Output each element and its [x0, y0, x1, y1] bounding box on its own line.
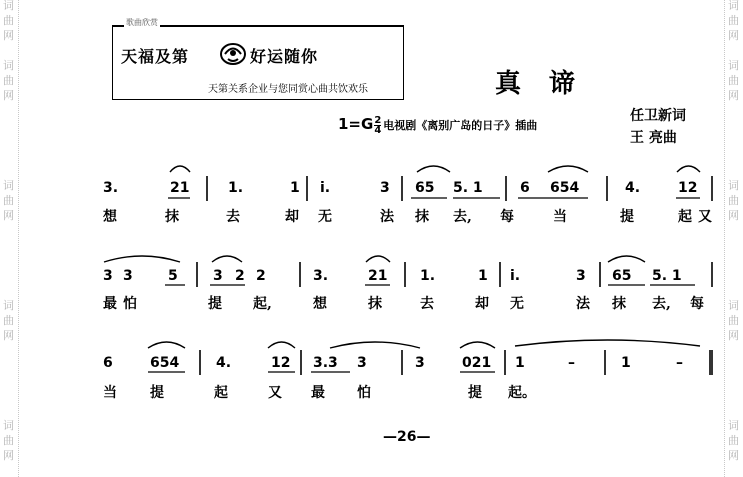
- slur-mark: [548, 166, 588, 172]
- lyricist-credit: 任卫新词: [630, 108, 686, 124]
- score-note: 5. 1: [453, 180, 483, 196]
- watermark-char: 曲: [728, 14, 739, 27]
- lyric-syllable: 抹: [612, 296, 626, 312]
- watermark-char: 曲: [728, 314, 739, 327]
- watermark-char: 词: [3, 59, 14, 72]
- lyric-syllable: 每: [690, 296, 704, 312]
- lyric-syllable: 提: [150, 385, 164, 401]
- watermark-char: 曲: [3, 74, 14, 87]
- slur-mark: [460, 342, 495, 348]
- watermark-char: 曲: [3, 14, 14, 27]
- score-note: 2: [256, 268, 266, 284]
- score-note: 3: [103, 268, 113, 284]
- ad-subtitle: 天第关系企业与您同赏心曲共饮欢乐: [208, 84, 368, 95]
- slur-mark: [212, 256, 242, 262]
- watermark-char: 词: [728, 419, 739, 432]
- score-note: 3: [213, 268, 223, 284]
- composer-credit: 王 亮曲: [630, 130, 677, 146]
- lyric-syllable: 起: [678, 209, 692, 225]
- watermark-char: 曲: [728, 74, 739, 87]
- lyric-syllable: 怕: [123, 296, 137, 312]
- lyric-syllable: 又: [698, 209, 712, 225]
- ad-tab: 歌曲欣赏: [126, 18, 158, 27]
- watermark-char: 词: [728, 59, 739, 72]
- watermark-char: 网: [3, 329, 14, 342]
- lyric-syllable: 去,: [652, 296, 671, 312]
- lyric-syllable: 起,: [253, 296, 272, 312]
- lyric-syllable: 法: [576, 296, 590, 312]
- score-note: 3.3: [313, 355, 338, 371]
- score-note: 65: [415, 180, 435, 196]
- watermark-char: 曲: [3, 314, 14, 327]
- ad-slogan-right: 好运随你: [250, 47, 319, 66]
- ad-slogan-left: 天福及第: [121, 47, 190, 66]
- lyric-syllable: 去: [226, 209, 240, 225]
- key-signature: 1=G: [338, 115, 374, 133]
- score-note: 4.: [625, 180, 641, 196]
- lyric-syllable: 起。: [508, 385, 536, 401]
- lyric-syllable: 又: [268, 385, 282, 401]
- lyric-syllable: 最: [311, 385, 325, 401]
- score-note: 4.: [216, 355, 232, 371]
- watermark-char: 曲: [728, 194, 739, 207]
- slur-mark: [677, 166, 700, 172]
- score-note: 3: [576, 268, 586, 284]
- score-note: 3.: [313, 268, 329, 284]
- score-note: 3: [357, 355, 367, 371]
- watermark-char: 词: [3, 0, 14, 12]
- lyric-syllable: 法: [380, 209, 394, 225]
- score-note: 6: [103, 355, 113, 371]
- lyric-syllable: 每: [500, 209, 514, 225]
- lyric-syllable: 怕: [357, 385, 371, 401]
- slur-mark: [148, 342, 185, 348]
- lyric-syllable: 提: [620, 209, 634, 225]
- score-note: –: [568, 355, 575, 371]
- score-note: 1: [290, 180, 300, 196]
- slur-mark: [170, 166, 190, 172]
- watermark-char: 曲: [728, 434, 739, 447]
- slur-mark: [417, 166, 450, 172]
- watermark-char: 网: [3, 29, 14, 42]
- score-note: 1: [478, 268, 488, 284]
- slur-mark: [104, 256, 180, 262]
- watermark-char: 词: [3, 419, 14, 432]
- score-note: 3: [380, 180, 390, 196]
- lyric-syllable: 抹: [368, 296, 382, 312]
- score-note: 021: [462, 355, 492, 371]
- watermark-char: 网: [728, 449, 739, 462]
- score-note: 1.: [228, 180, 244, 196]
- lyric-syllable: 却: [285, 209, 299, 225]
- watermark-char: 词: [728, 179, 739, 192]
- slur-mark: [515, 340, 700, 346]
- watermark-char: 网: [728, 329, 739, 342]
- watermark-char: 词: [3, 299, 14, 312]
- song-source: 电视剧《离别广岛的日子》插曲: [383, 119, 538, 132]
- watermark-char: 曲: [3, 434, 14, 447]
- lyric-syllable: 无: [510, 296, 524, 312]
- score-note: 6: [520, 180, 530, 196]
- lyric-syllable: 却: [475, 296, 489, 312]
- lyric-syllable: 当: [553, 209, 567, 225]
- time-signature: $\frac{2}{4}$: [374, 115, 382, 136]
- lyric-syllable: 抹: [415, 209, 429, 225]
- score-note: 21: [368, 268, 388, 284]
- lyric-syllable: 当: [103, 385, 117, 401]
- watermark-char: 词: [728, 0, 739, 12]
- lyric-syllable: 去: [420, 296, 434, 312]
- watermark-char: 网: [728, 209, 739, 222]
- lyric-syllable: 最: [103, 296, 117, 312]
- slur-mark: [608, 256, 645, 262]
- watermark-char: 词: [3, 179, 14, 192]
- watermark-char: 词: [728, 299, 739, 312]
- score-note: 1.: [420, 268, 436, 284]
- score-note: 5: [168, 268, 178, 284]
- score-note: i.: [510, 268, 521, 284]
- page-number: —26—: [383, 429, 431, 445]
- lyric-syllable: 想: [313, 296, 327, 312]
- lyric-syllable: 无: [318, 209, 332, 225]
- score-note: 65: [612, 268, 632, 284]
- watermark-char: 网: [728, 89, 739, 102]
- score-note: i.: [320, 180, 331, 196]
- lyric-syllable: 提: [208, 296, 222, 312]
- watermark-char: 曲: [3, 194, 14, 207]
- watermark-char: 网: [3, 449, 14, 462]
- slur-mark: [330, 342, 420, 348]
- score-note: –: [676, 355, 683, 371]
- score-note: 12: [271, 355, 291, 371]
- watermark-char: 网: [3, 89, 14, 102]
- lyric-syllable: 去,: [453, 209, 472, 225]
- score-note: 3: [123, 268, 133, 284]
- score-note: 3.: [103, 180, 119, 196]
- score-note: 654: [550, 180, 580, 196]
- lyric-syllable: 起: [214, 385, 228, 401]
- score-note: 654: [150, 355, 180, 371]
- score-note: 2: [235, 268, 245, 284]
- lyric-syllable: 想: [103, 209, 117, 225]
- lyric-syllable: 提: [468, 385, 482, 401]
- watermark-char: 网: [728, 29, 739, 42]
- watermark-char: 网: [3, 209, 14, 222]
- song-title: 真谛: [495, 69, 604, 99]
- score-note: 1: [515, 355, 525, 371]
- score-note: 12: [678, 180, 698, 196]
- slur-mark: [366, 256, 390, 262]
- lyric-syllable: 抹: [165, 209, 179, 225]
- slur-mark: [268, 342, 295, 348]
- score-note: 5. 1: [652, 268, 682, 284]
- score-note: 3: [415, 355, 425, 371]
- score-note: 1: [621, 355, 631, 371]
- score-note: 21: [170, 180, 190, 196]
